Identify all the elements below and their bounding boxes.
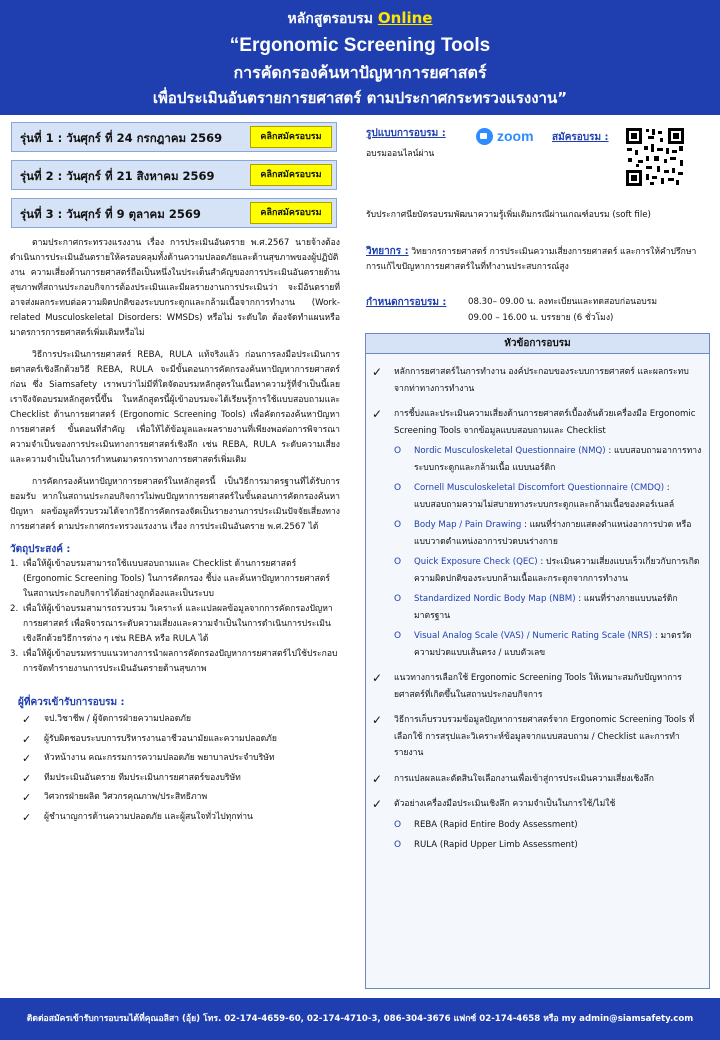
objective-number: 1. (10, 559, 19, 569)
register-button-round-2[interactable]: คลิกสมัครอบรม (250, 164, 332, 186)
check-icon: ✓ (372, 407, 383, 421)
objectives-list (10, 557, 340, 677)
intro-paragraph-1: ตามประกาศกระทรวงแรงงาน เรื่อง การประเมินอันตราย พ.ศ.2567 นายจ้างต้องดำเนินการประเมินอันตรายให้ครอบคลุมทั้งด้านความปลอดภัยและด้านสุขภาพของผู้ปฏิบัติงาน ความเสี่ยงด้านการยศาสตร์ถือเป็นหนึ่งในประเด็นสำคัญของการประเมินอันตรายด้านสุขภาพที่สถานประกอบกิจการต้องประเมินและมีผลรายงานการประเมินว่า จะมีอันตรายที่อาจส่งผลกระทบต่อความผิดปกติของระบบกระดูกและกล้ามเนื้อจากการทำงาน (Work-related Musculoskeletal Disorders: WMSDs) หรือไม่ ระดับใด ต้องจัดทำแผนหรือมาตรการการยศาสตร์เพิ่มเติมหรือไม่ (10, 238, 340, 338)
tool-name: Cornell Musculoskeletal Discomfort Questionnaire (CMDQ) (414, 483, 665, 493)
circle-bullet-icon: O (394, 631, 402, 641)
tool-desc: : มาตรวัดความปวดแบบเส้นตรง / แบบตัวเลข (414, 631, 692, 658)
register-button-round-3[interactable]: คลิกสมัครอบรม (250, 202, 332, 224)
subtopic-item (394, 554, 703, 587)
audience-item (22, 808, 340, 828)
objective-text: เพื่อให้ผู้เข้าอบรมสามารถใช้แบบสอบถามและ Checklist ด้านการยศาสตร์ (Ergonomic Screening Tools) ในการคัดกรอง ชี้บ่ง และค้นหาปัญหาการยศาสตร์ในสถานประกอบกิจการได้อย่างถูกต้องและเป็นระบบ (23, 559, 330, 599)
round-1 (11, 122, 337, 152)
audience-text: จป.วิชาชีพ / ผู้จัดการฝ่ายความปลอดภัย (44, 714, 191, 724)
circle-bullet-icon: O (394, 594, 402, 604)
title-th-1: การคัดกรองค้นหาปัญหาการยศาสตร์ (233, 63, 487, 82)
topic-item (370, 712, 703, 762)
topic-item (370, 670, 703, 703)
title-en: “Ergonomic Screening Tools (229, 35, 491, 56)
qr-code-icon[interactable] (624, 126, 686, 188)
objective-number: 2. (10, 604, 19, 614)
intro-paragraph-3: การคัดกรองค้นหาปัญหาการยศาสตร์ในหลักสูตรนี้ เป็นวิธีการมาตรฐานที่ได้รับการยอมรับ หากในสถานประกอบกิจการไม่พบปัญหาการยศาสตร์ในขั้นตอนการคัดกรองค้นหาปัญหา ผลข้อมูลที่รวบรวมได้จากวิธีการคัดกรองจัดเป็นรายงานการประเมินปัจจัยเสี่ยงทางการยศาสตร์ ตามประกาศกระทรวงแรงงาน เรื่อง การประเมินอันตราย พ.ศ.2567 ได้ (10, 477, 340, 532)
zoom-logo (476, 128, 534, 145)
audience-item (22, 769, 340, 789)
check-icon: ✓ (22, 810, 32, 824)
audience-text: วิศวกรฝ่ายผลิต วิศวกรคุณภาพ/ประสิทธิภาพ (44, 792, 208, 802)
topics-list (366, 354, 709, 854)
tool-name: RULA (Rapid Upper Limb Assessment) (414, 840, 578, 850)
format-label: รูปแบบการอบรม : (366, 128, 446, 139)
topic-item (370, 771, 703, 788)
tool-name: Nordic Musculoskeletal Questionnaire (NMQ) (414, 446, 606, 456)
tool-desc: : แผนที่ร่างกายแสดงตำแหน่งอาการปวด หรือแบบวาดตำแหน่งอาการปวดบนร่างกาย (414, 520, 692, 547)
tool-name: Body Map / Pain Drawing (414, 520, 522, 530)
lecturer-label: วิทยากร : (366, 246, 409, 257)
online-label: Online (377, 9, 433, 27)
subtopic-item (394, 517, 703, 550)
subtopic-item (394, 480, 703, 513)
circle-bullet-icon: O (394, 446, 402, 456)
subtopic-item (394, 628, 703, 661)
zoom-text: zoom (497, 128, 534, 144)
register-label: สมัครอบรม : (552, 132, 609, 143)
header-banner (0, 0, 720, 115)
objectives-title: วัตถุประสงค์ : (10, 544, 71, 555)
check-icon: ✓ (22, 791, 32, 804)
objective-text: เพื่อให้ผู้เข้าอบรมทราบแนวทางการนำผลการคัดกรองปัญหาการยศาสตร์ไปใช้ประกอบการจัดทำรายงานการประเมินอันตรายด้านสุขภาพ (23, 649, 338, 674)
objective-item (10, 557, 340, 602)
tool-name: Visual Analog Scale (VAS) / Numeric Rating Scale (NRS) (414, 631, 653, 641)
round-2 (11, 160, 337, 190)
check-icon: ✓ (22, 752, 32, 765)
format-sub: อบรมออนไลน์ผ่าน (366, 149, 435, 159)
topic-text: การแปลผลและตัดสินใจเลือกงานเพื่อเข้าสู่การประเมินความเสี่ยงเชิงลึก (394, 773, 654, 784)
topic-text: ตัวอย่างเครื่องมือประเมินเชิงลึก ความจำเป็นในการใช้/ไม่ใช้ (394, 799, 616, 809)
topic-sublist (394, 817, 703, 854)
tool-desc: : ประเมินความเสี่ยงแบบเร็วเกี่ยวกับการเกิดความผิดปกติของระบบกล้ามเนื้อและกระดูกจากการทำงาน (414, 557, 700, 584)
check-icon: ✓ (22, 713, 32, 726)
certificate-note: รับประกาศนียบัตรอบรมพัฒนาความรู้เพิ่มเติมกรณีผ่านเกณฑ์อบรม (soft file) (366, 210, 651, 220)
round-3 (11, 198, 337, 228)
circle-bullet-icon: O (394, 483, 402, 493)
lecturer-info (366, 244, 710, 275)
check-icon: ✓ (22, 771, 32, 785)
audience-text: ผู้รับผิดชอบระบบการบริหารงานอาชีวอนามัยและความปลอดภัย (44, 733, 277, 744)
lecturer-text: วิทยากรการยศาสตร์ การประเมินความเสี่ยงการยศาสตร์ และการให้คำปรึกษาการแก้ไขปัญหาการยศาสตร์ในที่ทำงานประสบการณ์สูง (366, 247, 697, 272)
schedule-line-1: 08.30– 09.00 น. ลงทะเบียนและทดสอบก่อนอบรม (468, 297, 658, 307)
round-label: รุ่นที่ 3 : วันศุกร์ ที่ 9 ตุลาคม 2569 (20, 207, 201, 221)
zoom-icon (476, 128, 493, 145)
schedule-label: กำหนดการอบรม : (366, 297, 447, 308)
audience-text: หัวหน้างาน คณะกรรมการความปลอดภัย พยาบาลประจำบริษัท (44, 753, 275, 763)
circle-bullet-icon: O (394, 557, 402, 567)
topic-text: หลักการยศาสตร์ในการทำงาน องค์ประกอบของระบบการยศาสตร์ และผลกระทบจากท่าทางการทำงาน (394, 367, 689, 394)
circle-bullet-icon: O (394, 819, 402, 830)
check-icon: ✓ (372, 671, 383, 685)
topic-item (370, 796, 703, 854)
topics-box (365, 333, 710, 989)
tool-name: Quick Exposure Check (QEC) (414, 557, 538, 567)
course-prefix (0, 8, 720, 30)
objective-number: 3. (10, 649, 19, 659)
topic-text: แนวทางการเลือกใช้ Ergonomic Screening Tools ให้เหมาะสมกับปัญหาการยศาสตร์ที่เกิดขึ้นในสถานประกอบกิจการ (394, 673, 682, 700)
audience-item (22, 749, 340, 769)
objective-item (10, 647, 340, 677)
audience-list (22, 710, 340, 827)
audience-item (22, 730, 340, 750)
subtopic-item (394, 817, 703, 834)
subtopic-item (394, 837, 703, 854)
check-icon: ✓ (372, 771, 383, 786)
intro-paragraph-2: วิธีการประเมินการยศาสตร์ REBA, RULA แท้จริงแล้ว ก่อนการลงมือประเมินการยศาสตร์เชิงลึกด้วยวิธี REBA, RULA จะมีขั้นตอนการคัดกรองค้นหาปัญหาการยศาสตร์ก่อน ซึ่ง Siamsafety เราพบว่าไม่มีที่ใดจัดอบรมหลักสูตรในเนื้อหาความรู้ที่จำเป็นนี้เลย เราจึงจัดอบรมหลักสูตรนี้ขึ้น ในหลักสูตรนี้ผู้เข้าอบรมจะได้เรียนรู้การใช้แบบสอบถามและ Checklist ด้านการยศาสตร์ (Ergonomic Screening Tools) เพื่อคัดกรองค้นหาปัญหาการยศาสตร์ ขั้นตอนที่สำคัญ เพื่อให้ได้ข้อมูลและผลรายงานที่เพียงพอต่อการพิจารณาความจำเป็นของการประเมินทางการยศาสตร์เชิงลึก เช่น REBA, RULA ระดับความเสี่ยงและความจำเป็นในการกำหนดมาตรการทางการยศาสตร์เพิ่มเติม (10, 350, 340, 465)
audience-text: ผู้ชำนาญการด้านความปลอดภัย และผู้สนใจทั่วไปทุกท่าน (44, 811, 253, 822)
tool-desc: : แผนที่ร่างกายแบบนอร์ดิกมาตรฐาน (414, 594, 678, 621)
objective-item (10, 602, 340, 647)
left-column (10, 236, 340, 827)
audience-item (22, 788, 340, 808)
schedule-line-2: 09.00 – 16.00 น. บรรยาย (6 ชั่วโมง) (468, 313, 614, 323)
tool-desc: : แบบสอบถามอาการทางระบบกระดูกและกล้ามเนื้อ แบบนอร์ดิก (414, 446, 702, 473)
topic-item (370, 406, 703, 661)
topics-title: หัวข้อการอบรม (366, 334, 709, 354)
subtopic-item (394, 443, 703, 476)
tool-desc: : แบบสอบถามความไม่สบายทางระบบกระดูกและกล้ามเนื้อของคอร์เนลล์ (414, 483, 675, 510)
rounds-list (11, 122, 337, 236)
objective-text: เพื่อให้ผู้เข้าอบรมสามารถรวบรวม วิเคราะห์ และแปลผลข้อมูลจากการคัดกรองปัญหาการยศาสตร์ เพื่อพิจารณาระดับความเสี่ยงและความจำเป็นในการดำเนินการประเมินเชิงลึกด้วยวิธีการต่าง ๆ เช่น REBA หรือ RULA ได้ (23, 604, 333, 644)
round-label: รุ่นที่ 2 : วันศุกร์ ที่ 21 สิงหาคม 2569 (20, 169, 215, 183)
course-prefix-text: หลักสูตรอบรม (287, 11, 374, 27)
circle-bullet-icon: O (394, 520, 402, 530)
check-icon: ✓ (22, 732, 32, 746)
check-icon: ✓ (372, 365, 383, 379)
schedule-info (366, 295, 710, 323)
title-th-2: เพื่อประเมินอันตรายการยศาสตร์ ตามประกาศกระทรวงแรงงาน” (152, 89, 568, 107)
contact-footer: ติดต่อสมัครเข้ารับการอบรมได้ที่คุณอลิสา (อุ้ย) โทร. 02-174-4659-60, 02-174-4710-3, 086-304-3676 แฟกซ์ 02-174-4658 หรือ my admin@siamsafety.com (0, 998, 720, 1040)
audience-text: ทีมประเมินอันตราย ทีมประเมินการยศาสตร์ของบริษัท (44, 772, 241, 783)
check-icon: ✓ (372, 797, 383, 811)
topic-item (370, 364, 703, 397)
audience-item (22, 710, 340, 730)
tool-name: Standardized Nordic Body Map (NBM) (414, 594, 576, 604)
subtopic-item (394, 591, 703, 624)
topic-text: วิธีการเก็บรวบรวมข้อมูลปัญหาการยศาสตร์จาก Ergonomic Screening Tools ที่เลือกใช้ การสรุปและวิเคราะห์ข้อมูลจากแบบสอบถาม / Checklist และการทำรายงาน (394, 715, 695, 758)
round-label: รุ่นที่ 1 : วันศุกร์ ที่ 24 กรกฎาคม 2569 (20, 131, 223, 145)
tool-name: REBA (Rapid Entire Body Assessment) (414, 819, 578, 830)
audience-title: ผู้ที่ควรเข้ารับการอบรม : (18, 697, 125, 708)
topic-sublist (394, 443, 703, 661)
check-icon: ✓ (372, 713, 383, 727)
circle-bullet-icon: O (394, 840, 402, 850)
topic-text: การชี้บ่งและประเมินความเสี่ยงด้านการยศาสตร์เบื้องต้นด้วยเครื่องมือ Ergonomic Screening Tools จากข้อมูลแบบสอบถามและ Checklist (394, 409, 696, 436)
register-button-round-1[interactable]: คลิกสมัครอบรม (250, 126, 332, 148)
